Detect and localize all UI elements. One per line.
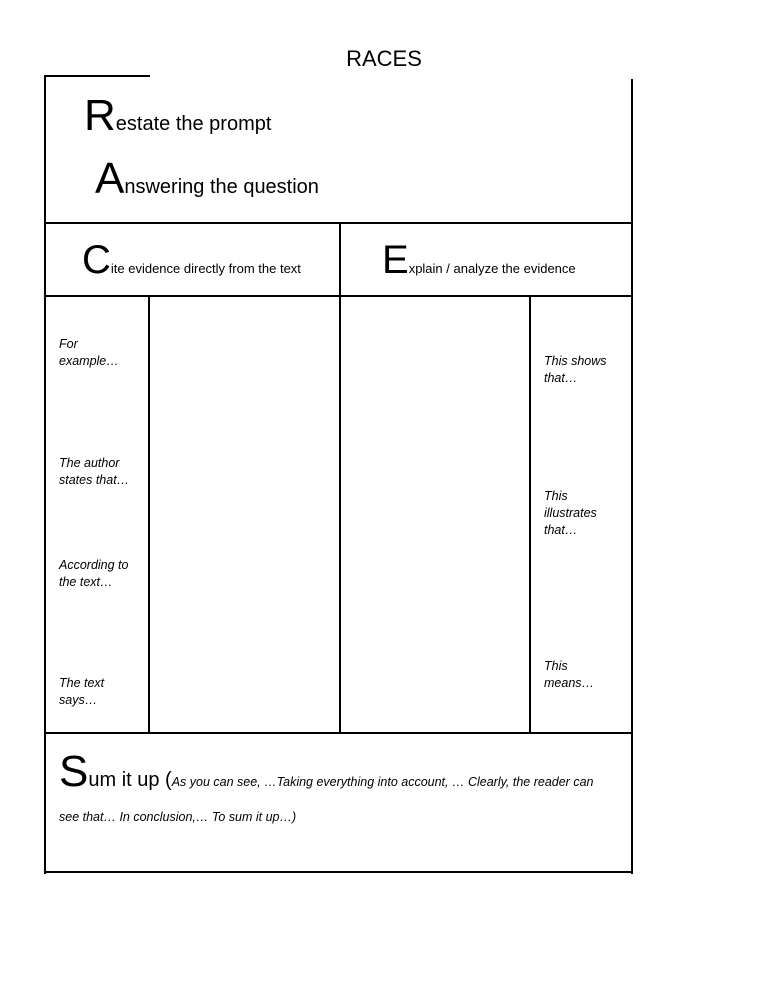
answer-letter: A [95, 154, 125, 203]
sum-examples-line2: see that… In conclusion,… To sum it up…) [59, 810, 297, 824]
explain-starter: This shows that… [544, 354, 607, 385]
sum-examples-line1: As you can see, …Taking everything into account, … Clearly, the reader can [171, 775, 594, 789]
sum-text: um it up ( [88, 769, 172, 791]
restate-letter: R [84, 91, 116, 140]
restate-text: estate the prompt [115, 113, 272, 135]
answer-text: nswering the question [124, 176, 319, 198]
cite-starter: According to the text… [59, 558, 129, 589]
explain-starter: This means… [544, 659, 595, 690]
cite-letter: C [82, 238, 111, 282]
explain-starter: This illustrates that… [544, 489, 597, 537]
border-right [631, 79, 633, 874]
column-divider-left [148, 296, 150, 733]
border-top-segment [44, 75, 150, 77]
border-bottom [44, 871, 633, 873]
answer-heading [95, 154, 319, 203]
cite-heading [82, 240, 301, 280]
cite-text: ite evidence directly from the text [110, 261, 301, 276]
cite-starter: The text says… [59, 676, 105, 707]
sum-heading [59, 747, 594, 796]
cite-starter: The author states that… [59, 456, 130, 487]
cite-starter: For example… [59, 337, 119, 368]
explain-letter: E [382, 238, 409, 282]
column-divider-right [529, 296, 531, 733]
explain-text: xplain / analyze the evidence [408, 261, 576, 276]
explain-heading [382, 240, 576, 280]
sum-letter: S [59, 747, 89, 796]
border-left [44, 75, 46, 874]
column-divider-middle [339, 222, 341, 733]
page-title: RACES [346, 46, 422, 71]
restate-heading [84, 91, 272, 140]
